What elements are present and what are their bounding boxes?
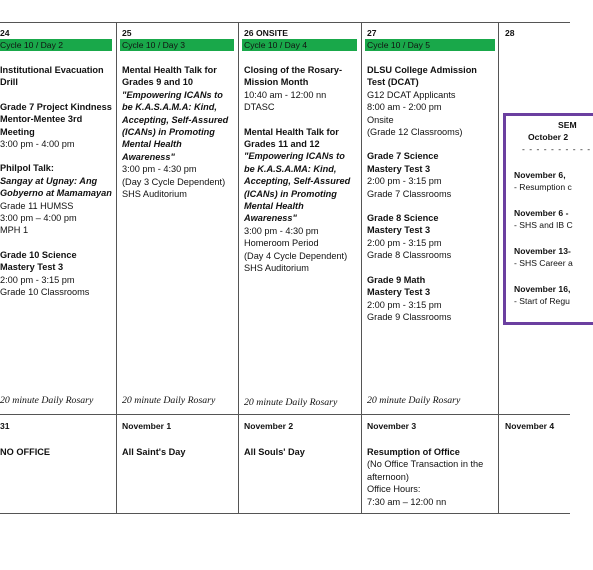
sem-item-text: - SHS and IB C: [514, 220, 573, 230]
event-line: SHS Auditorium: [122, 189, 187, 200]
event-line: Office Hours:: [367, 484, 421, 495]
bottom-border: [0, 513, 570, 514]
rosary-note: 20 minute Daily Rosary: [122, 395, 216, 406]
event-title: Grade 7 Project Kindness Mentor-Mentee 3rd Meeting: [0, 101, 112, 137]
event-title: Grade 7 Science Mastery Test 3: [367, 151, 439, 174]
sem-divider: - - - - - - - - - -: [522, 144, 592, 154]
cycle-bar: Cycle 10 / Day 4: [242, 39, 357, 51]
cycle-bar: Cycle 10 / Day 3: [120, 39, 234, 51]
cycle-bar: Cycle 10 / Day 2: [0, 39, 112, 51]
event-line: 3:00 pm - 4:30 pm: [122, 164, 197, 175]
event-line: MPH 1: [0, 225, 29, 236]
event-title: Philpol Talk:: [0, 163, 54, 174]
event-title: Institutional Evacuation Drill: [0, 65, 104, 88]
col-divider: [116, 22, 117, 513]
rosary-note: 20 minute Daily Rosary: [0, 395, 94, 406]
event-line: DTASC: [244, 102, 275, 113]
sem-title: SEM: [558, 120, 577, 130]
semester-notice-box: [503, 113, 593, 325]
day-label: 25: [122, 28, 132, 38]
rosary-note: 20 minute Daily Rosary: [244, 397, 338, 408]
event-line: 7:30 am – 12:00 nn: [367, 496, 447, 507]
event-line: SHS Auditorium: [244, 263, 309, 274]
rosary-note: 20 minute Daily Rosary: [367, 395, 461, 406]
event-line: (Day 4 Cycle Dependent): [244, 250, 348, 261]
sem-item-date: November 16,: [514, 284, 571, 294]
day-label: November 3: [367, 421, 417, 431]
sem-item-date: November 13-: [514, 246, 571, 256]
sem-item-date: November 6 -: [514, 208, 569, 218]
event-time: 3:00 pm - 4:00 pm: [0, 139, 75, 150]
event-title: NO OFFICE: [0, 447, 51, 457]
day-label: 26 ONSITE: [244, 28, 288, 38]
event-line: Homeroom Period: [244, 238, 319, 249]
sem-subtitle: October 2: [528, 132, 569, 142]
sem-item-date: November 6,: [514, 170, 566, 180]
event-title: Closing of the Rosary-Mission Month: [244, 65, 343, 88]
event-line: Grade 11 HUMSS: [0, 200, 74, 211]
event-line: 2:00 pm - 3:15 pm: [0, 274, 75, 285]
day-label: 28: [505, 28, 515, 38]
col-divider: [498, 22, 499, 513]
event-title: Grade 8 Science Mastery Test 3: [367, 213, 439, 236]
event-title: All Souls' Day: [244, 447, 305, 457]
event-title: Mental Health Talk for Grades 11 and 12: [244, 126, 339, 150]
day-label: November 4: [505, 421, 555, 431]
event-line: (Grade 12 Classrooms): [367, 127, 463, 138]
col-divider: [361, 22, 362, 513]
day-label: November 2: [244, 421, 294, 431]
day-label: 24: [0, 28, 10, 38]
event-line: 3:00 pm - 4:30 pm: [244, 225, 319, 236]
event-title: Mental Health Talk for Grades 9 and 10: [122, 65, 217, 88]
event-title: Resumption of Office: [367, 447, 460, 457]
event-line: 3:00 pm – 4:00 pm: [0, 213, 77, 224]
week-divider: [0, 414, 570, 415]
event-line: Grade 8 Classrooms: [367, 250, 452, 261]
event-line: Grade 10 Classrooms: [0, 287, 90, 298]
event-title: Grade 10 Science Mastery Test 3: [0, 249, 77, 273]
event-line: (Day 3 Cycle Dependent): [122, 176, 226, 187]
event-line: 2:00 pm - 3:15 pm: [367, 299, 442, 310]
event-line: 10:40 am - 12:00 nn: [244, 89, 327, 100]
event-subtitle: "Empowering ICANs to be K.A.S.A.M.A: Kind, Accepting, Self-Assured (ICANs) in Promoting Mental Health Awareness": [122, 89, 229, 162]
event-line: G12 DCAT Applicants: [367, 89, 456, 100]
day-label: November 1: [122, 421, 172, 431]
sem-item-text: - Resumption c: [514, 182, 572, 192]
col-divider: [238, 22, 239, 513]
event-line: Grade 9 Classrooms: [367, 311, 452, 322]
day-label: 31: [0, 421, 10, 431]
event-line: Onsite: [367, 114, 394, 125]
event-line: 8:00 am - 2:00 pm: [367, 102, 442, 113]
event-subtitle: "Empowering ICANs to be K.A.S.A.MA: Kind, Accepting, Self-Assured (ICANs) in Promoting Mental Health Awareness": [244, 151, 351, 224]
top-border: [0, 22, 570, 23]
sem-item-text: - SHS Career a: [514, 258, 573, 268]
event-line: 2:00 pm - 3:15 pm: [367, 176, 442, 187]
event-title: DLSU College Admission Test (DCAT): [367, 65, 477, 88]
event-line: Grade 7 Classrooms: [367, 188, 452, 199]
event-line: 2:00 pm - 3:15 pm: [367, 237, 442, 248]
sem-item-text: - Start of Regu: [514, 296, 570, 306]
cycle-bar: Cycle 10 / Day 5: [365, 39, 495, 51]
event-line: (No Office Transaction in the afternoon): [367, 459, 484, 482]
event-title: All Saint's Day: [122, 447, 186, 457]
event-subtitle: Sangay at Ugnay: Ang Gobyerno at Mamamayan: [0, 175, 112, 199]
day-label: 27: [367, 28, 377, 38]
event-title: Grade 9 Math Mastery Test 3: [367, 274, 431, 298]
